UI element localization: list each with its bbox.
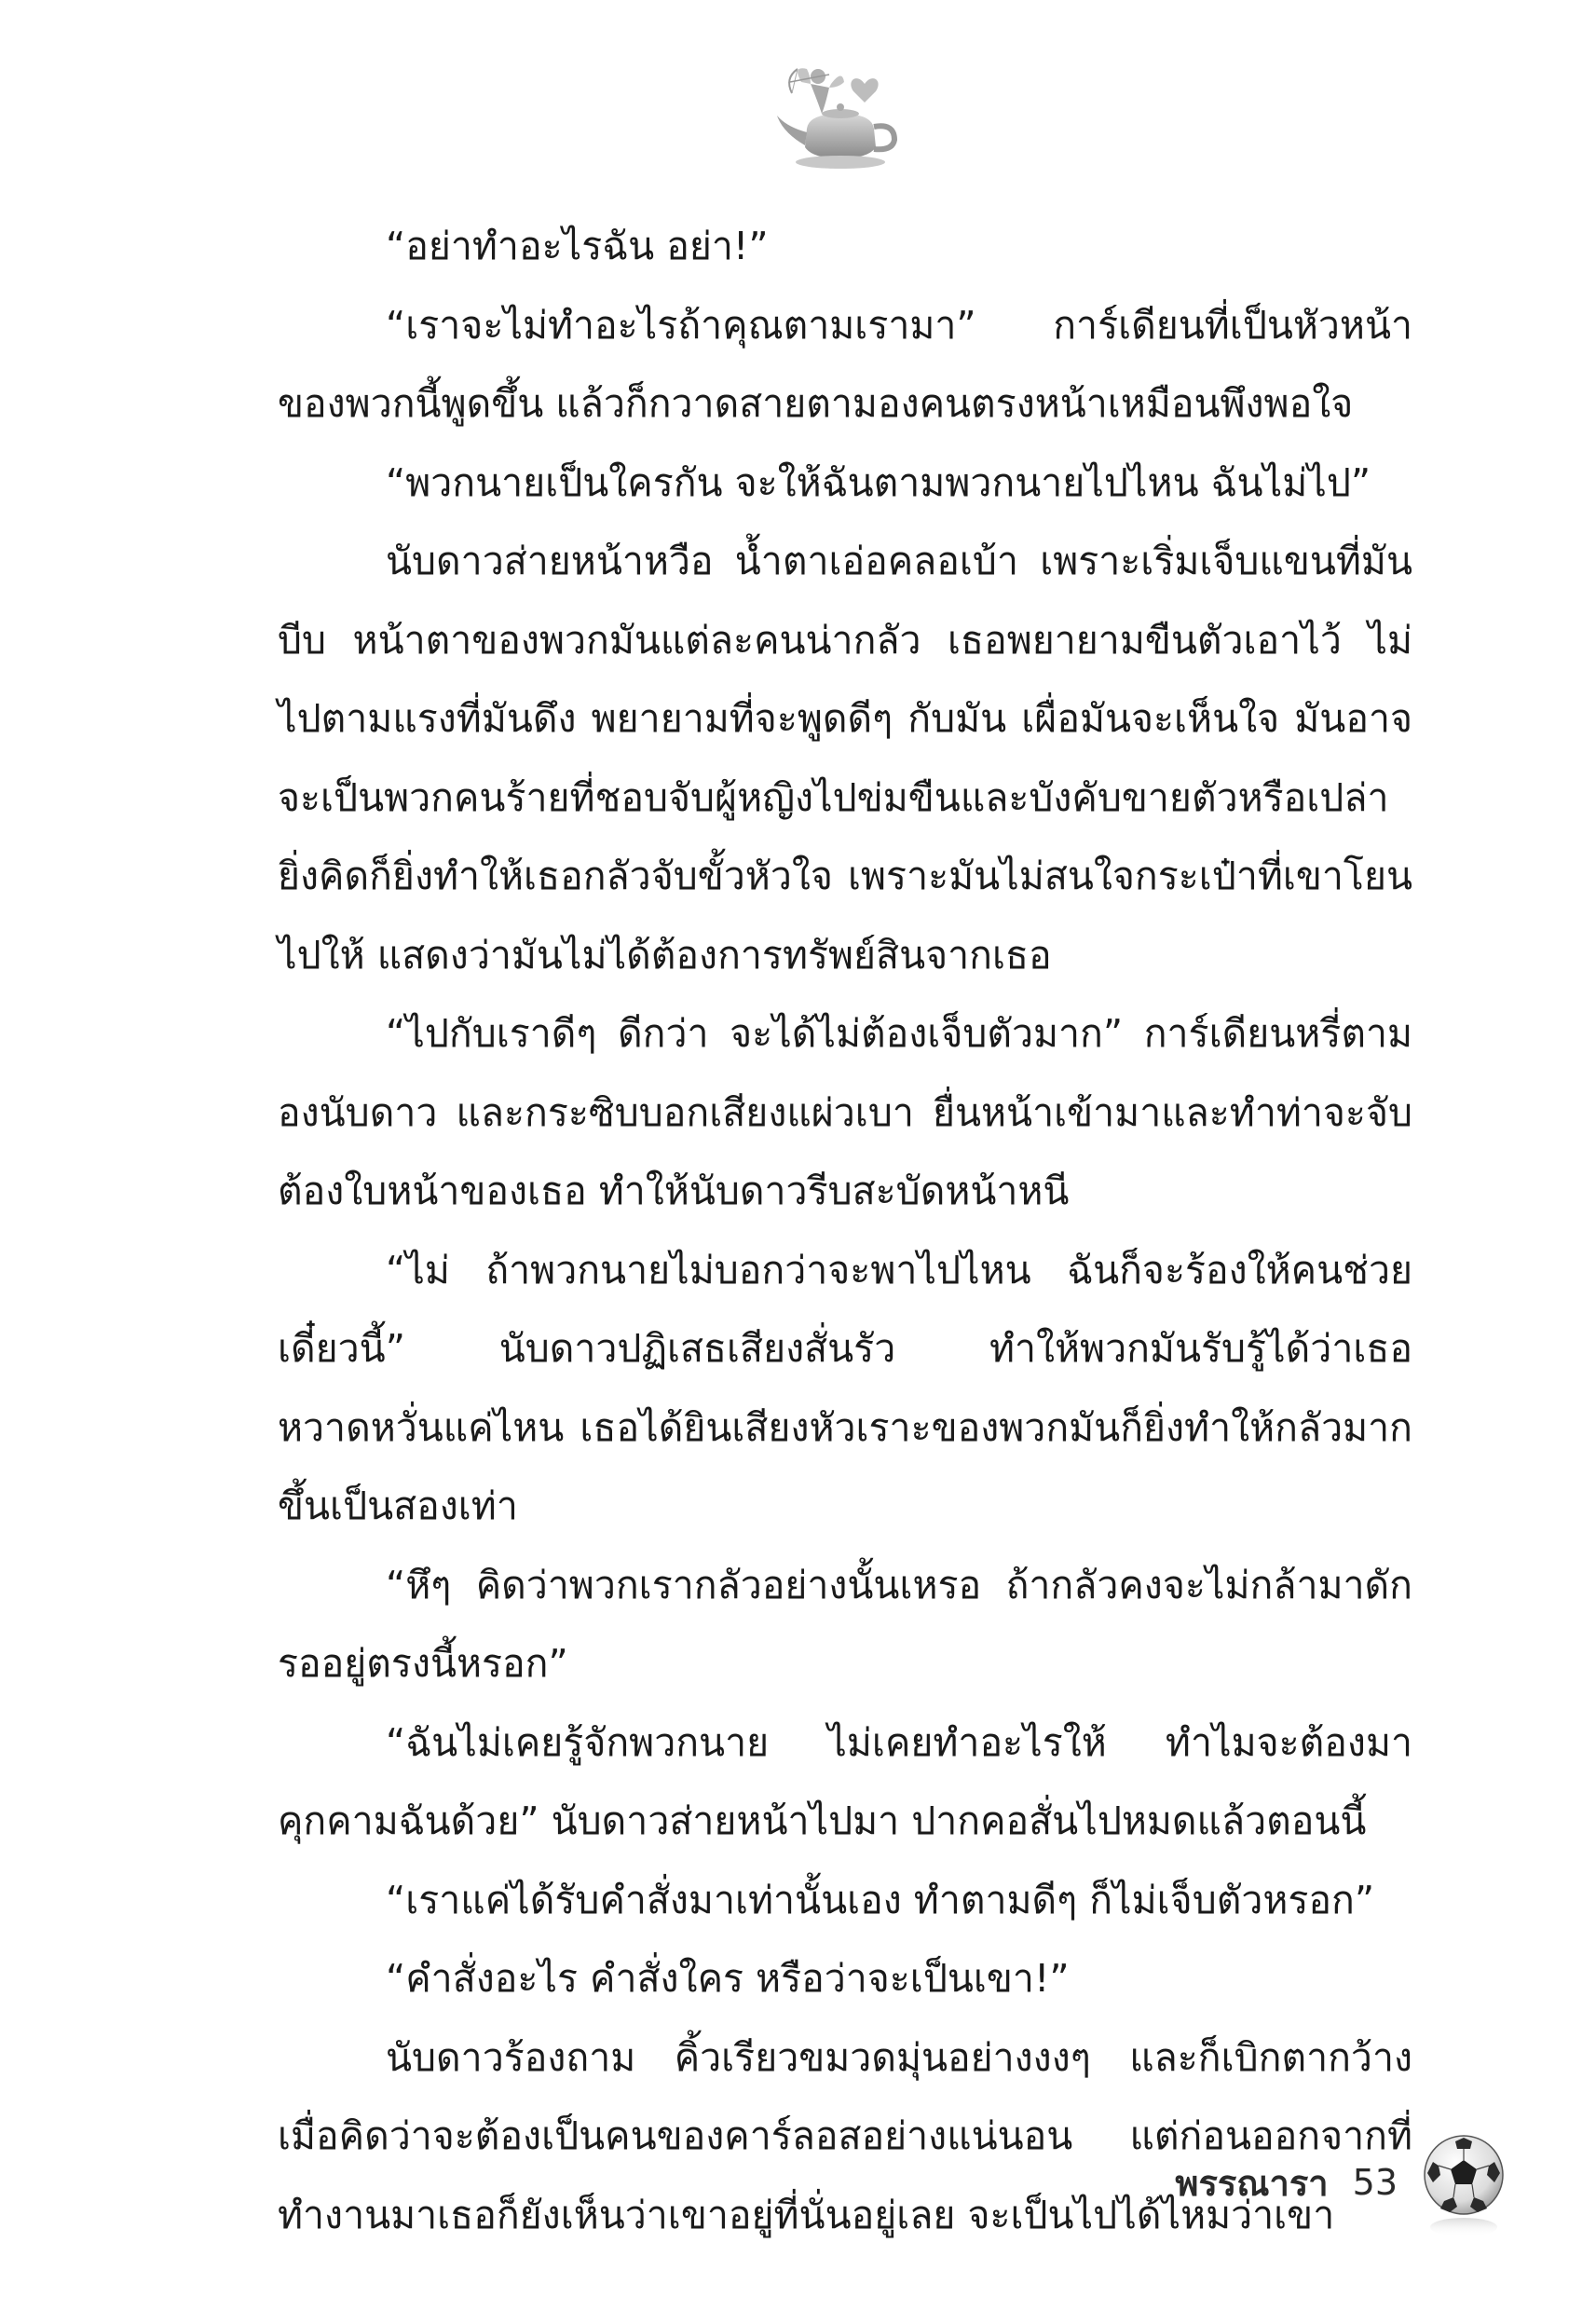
paragraph: “เราจะไม่ทำอะไรถ้าคุณตามเรามา” การ์เดียนที่เป็นหัวหน้าของพวกนี้พูดขึ้น แล้วก็กวาดสายตามองคนตรงหน้าเหมือนพึงพอใจ bbox=[278, 302, 1412, 426]
page-number: 53 bbox=[1352, 2162, 1398, 2203]
story-text bbox=[278, 207, 1412, 2254]
paragraph: นับดาวส่ายหน้าหวือ น้ำตาเอ่อคลอเบ้า เพราะเริ่มเจ็บแขนที่มันบีบ หน้าตาของพวกมันแต่ละคนน่ากลัว เธอพยายามขืนตัวเอาไว้ ไม่ไปตามแรงที่มันดึง พยายามที่จะพูดดีๆ กับมัน เผื่อมันจะเห็นใจ มันอาจจะเป็นพวกคนร้ายที่ชอบจับผู้หญิงไปข่มขืนและบังคับขายตัวหรือเปล่า ยิ่งคิดก็ยิ่งทำให้เธอกลัวจับขั้วหัวใจ เพราะมันไม่สนใจกระเป๋าที่เขาโยนไปให้ แสดงว่ามันไม่ได้ต้องการทรัพย์สินจากเธอ bbox=[278, 539, 1412, 978]
paragraph: “พวกนายเป็นใครกัน จะให้ฉันตามพวกนายไปไหน ฉันไม่ไป” bbox=[386, 459, 1371, 505]
paragraph: “อย่าทำอะไรฉัน อย่า!” bbox=[386, 224, 769, 268]
paragraph: “หึๆ คิดว่าพวกเรากลัวอย่างนั้นเหรอ ถ้ากลัวคงจะไม่กล้ามาดักรออยู่ตรงนี้หรอก” bbox=[278, 1562, 1412, 1686]
cupid-teapot-ornament-icon bbox=[764, 56, 913, 177]
paragraph: “เราแค่ได้รับคำสั่งมาเท่านั้นเอง ทำตามดีๆ ก็ไม่เจ็บตัวหรอก” bbox=[386, 1877, 1375, 1922]
paragraph: “ไปกับเราดีๆ ดีกว่า จะได้ไม่ต้องเจ็บตัวมาก” การ์เดียนหรี่ตามองนับดาว และกระซิบบอกเสียงแผ่วเบา ยื่นหน้าเข้ามาและทำท่าจะจับต้องใบหน้าของเธอ ทำให้นับดาวรีบสะบัดหน้าหนี bbox=[278, 1011, 1412, 1213]
paragraph: “ไม่ ถ้าพวกนายไม่บอกว่าจะพาไปไหน ฉันก็จะร้องให้คนช่วยเดี๋ยวนี้” นับดาวปฏิเสธเสียงสั่นรัว ทำให้พวกมันรับรู้ได้ว่าเธอหวาดหวั่นแค่ไหน เธอได้ยินเสียงหัวเราะของพวกมันก็ยิ่งทำให้กลัวมากขึ้นเป็นสองเท่า bbox=[278, 1247, 1412, 1528]
paragraph: “ฉันไม่เคยรู้จักพวกนาย ไม่เคยทำอะไรให้ ทำไมจะต้องมาคุกคามฉันด้วย” นับดาวส่ายหน้าไปมา ปากคอสั่นไปหมดแล้วตอนนี้ bbox=[278, 1719, 1412, 1843]
book-title: พรรณารา bbox=[1175, 2162, 1329, 2204]
paragraph: “คำสั่งอะไร คำสั่งใคร หรือว่าจะเป็นเขา!” bbox=[386, 1956, 1070, 2001]
paragraph: นับดาวร้องถาม คิ้วเรียวขมวดมุ่นอย่างงงๆ และก็เบิกตากว้างเมื่อคิดว่าจะต้องเป็นคนของคาร์ลอสอย่างแน่นอน แต่ก่อนออกจากที่ทำงานมาเธอก็ยังเห็นว่าเขาอยู่ที่นั่นอยู่เลย จะเป็นไปได้ไหมว่าเขา bbox=[278, 2034, 1412, 2237]
page-footer bbox=[1118, 2154, 1398, 2210]
soccer-ball-icon bbox=[1412, 2126, 1515, 2248]
